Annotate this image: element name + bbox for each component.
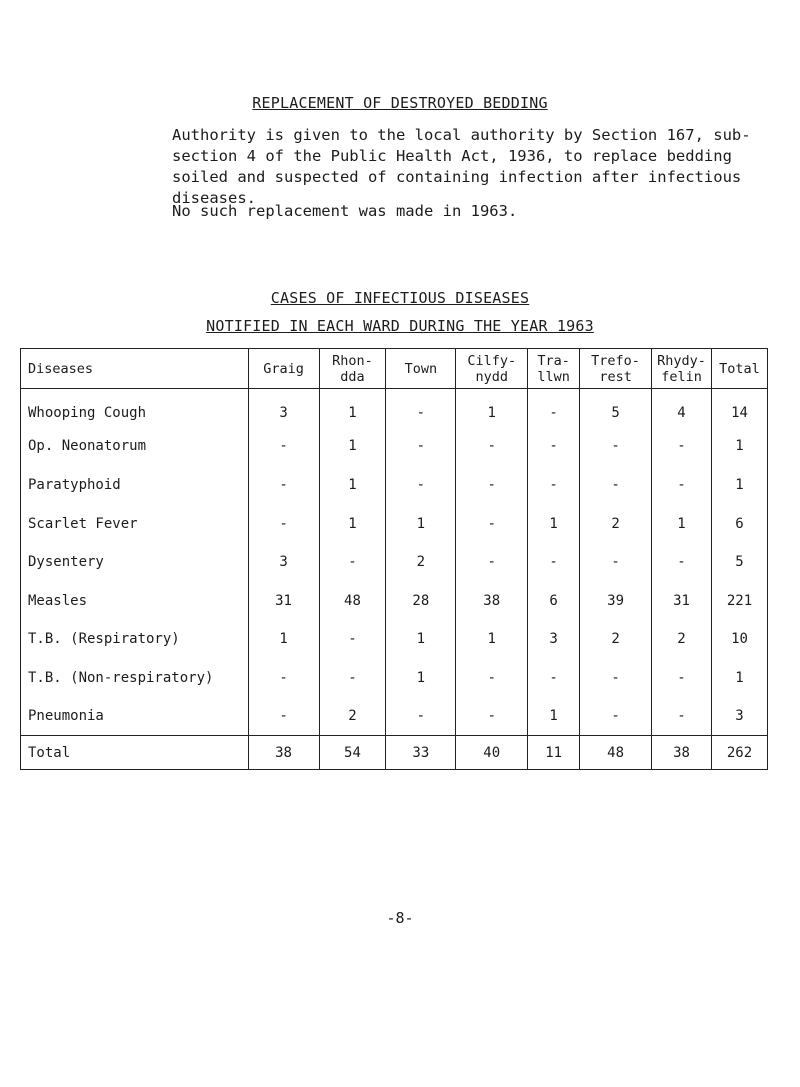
table-cell: - [248,659,319,698]
total-label: Total [21,736,249,770]
total-cell: 11 [528,736,580,770]
page-number: -8- [386,909,414,927]
table-cell: - [248,466,319,505]
notified-heading: NOTIFIED IN EACH WARD DURING THE YEAR 1963 [206,317,594,335]
table-cell: 1 [652,504,712,543]
disease-name: T.B. (Non-respiratory) [21,659,249,698]
table-cell: 5 [711,543,767,582]
table-cell: - [386,427,456,466]
table-cell: 1 [319,427,386,466]
table-row [21,466,768,505]
column-header: Cilfy- nydd [456,349,528,389]
disease-name: Scarlet Fever [21,504,249,543]
table-cell: - [456,466,528,505]
table-cell: - [528,427,580,466]
table-cell: - [456,543,528,582]
table-cell: - [456,504,528,543]
table-cell: 221 [711,581,767,620]
table-cell: 1 [386,659,456,698]
total-cell: 38 [652,736,712,770]
table-row [21,659,768,698]
table-row [21,697,768,736]
cases-heading: CASES OF INFECTIOUS DISEASES [270,289,530,307]
total-cell: 54 [319,736,386,770]
table-cell: - [386,389,456,428]
table-cell: 6 [528,581,580,620]
table-cell: 31 [652,581,712,620]
replacement-heading: REPLACEMENT OF DESTROYED BEDDING [252,94,548,112]
table-cell: - [456,697,528,736]
table-cell: 3 [248,543,319,582]
table-cell: 1 [456,389,528,428]
disease-name: Op. Neonatorum [21,427,249,466]
column-header: Graig [248,349,319,389]
no-replacement-paragraph: No such replacement was made in 1963. [172,202,518,220]
disease-name: Whooping Cough [21,389,249,428]
table-cell: - [528,659,580,698]
table-cell: - [580,427,652,466]
table-cell: 10 [711,620,767,659]
table-cell: - [248,697,319,736]
total-cell: 33 [386,736,456,770]
total-cell: 262 [711,736,767,770]
table-cell: 1 [248,620,319,659]
column-header: Total [711,349,767,389]
table-cell: - [652,466,712,505]
table-cell: - [580,466,652,505]
table-cell: 1 [528,697,580,736]
table-row [21,581,768,620]
table-cell: - [386,466,456,505]
table-cell: 1 [386,504,456,543]
column-header: Diseases [21,349,249,389]
column-header: Town [386,349,456,389]
column-header: Tra- llwn [528,349,580,389]
table-cell: - [319,543,386,582]
table-cell: - [580,697,652,736]
table-cell: - [248,427,319,466]
table-cell: - [456,659,528,698]
table-row [21,389,768,428]
table-cell: - [528,389,580,428]
table-cell: 3 [528,620,580,659]
table-cell: - [528,543,580,582]
table-cell: - [456,427,528,466]
authority-paragraph: Authority is given to the local authority by Section 167, sub-section 4 of the Public Health Act, 1936, to replace bedding soiled and suspected of containing infection after infectious diseases. [172,126,751,207]
table-cell: - [319,620,386,659]
column-header: Rhon- dda [319,349,386,389]
table-cell: 14 [711,389,767,428]
table-cell: 48 [319,581,386,620]
total-cell: 48 [580,736,652,770]
table-cell: 1 [456,620,528,659]
table-header-row [21,349,768,389]
table-cell: 2 [319,697,386,736]
total-cell: 38 [248,736,319,770]
table-cell: 28 [386,581,456,620]
table-cell: 3 [711,697,767,736]
disease-name: Paratyphoid [21,466,249,505]
table-cell: - [580,659,652,698]
table-cell: - [652,697,712,736]
table-cell: 1 [711,427,767,466]
table-cell: - [652,543,712,582]
table-cell: 1 [319,504,386,543]
table-cell: - [386,697,456,736]
table-cell: 5 [580,389,652,428]
table-row [21,504,768,543]
column-header: Trefo- rest [580,349,652,389]
table-row [21,427,768,466]
table-cell: 2 [386,543,456,582]
table-cell: 1 [319,466,386,505]
table-row [21,543,768,582]
table-cell: - [528,466,580,505]
table-cell: - [248,504,319,543]
disease-name: Pneumonia [21,697,249,736]
table-cell: 1 [319,389,386,428]
table-cell: 31 [248,581,319,620]
table-cell: 1 [711,659,767,698]
table-cell: 4 [652,389,712,428]
column-header: Rhydy- felin [652,349,712,389]
infectious-diseases-table [20,348,768,770]
table-cell: 39 [580,581,652,620]
table-cell: 38 [456,581,528,620]
table-cell: 1 [528,504,580,543]
table-cell: 2 [580,504,652,543]
table-cell: 2 [652,620,712,659]
total-row [21,736,768,770]
disease-name: Dysentery [21,543,249,582]
table-cell: 2 [580,620,652,659]
table-cell: 1 [386,620,456,659]
table-cell: - [580,543,652,582]
disease-name: Measles [21,581,249,620]
table-cell: 6 [711,504,767,543]
disease-name: T.B. (Respiratory) [21,620,249,659]
table-cell: 3 [248,389,319,428]
table-cell: 1 [711,466,767,505]
table-row [21,620,768,659]
table-cell: - [652,427,712,466]
table-cell: - [319,659,386,698]
total-cell: 40 [456,736,528,770]
table-cell: - [652,659,712,698]
